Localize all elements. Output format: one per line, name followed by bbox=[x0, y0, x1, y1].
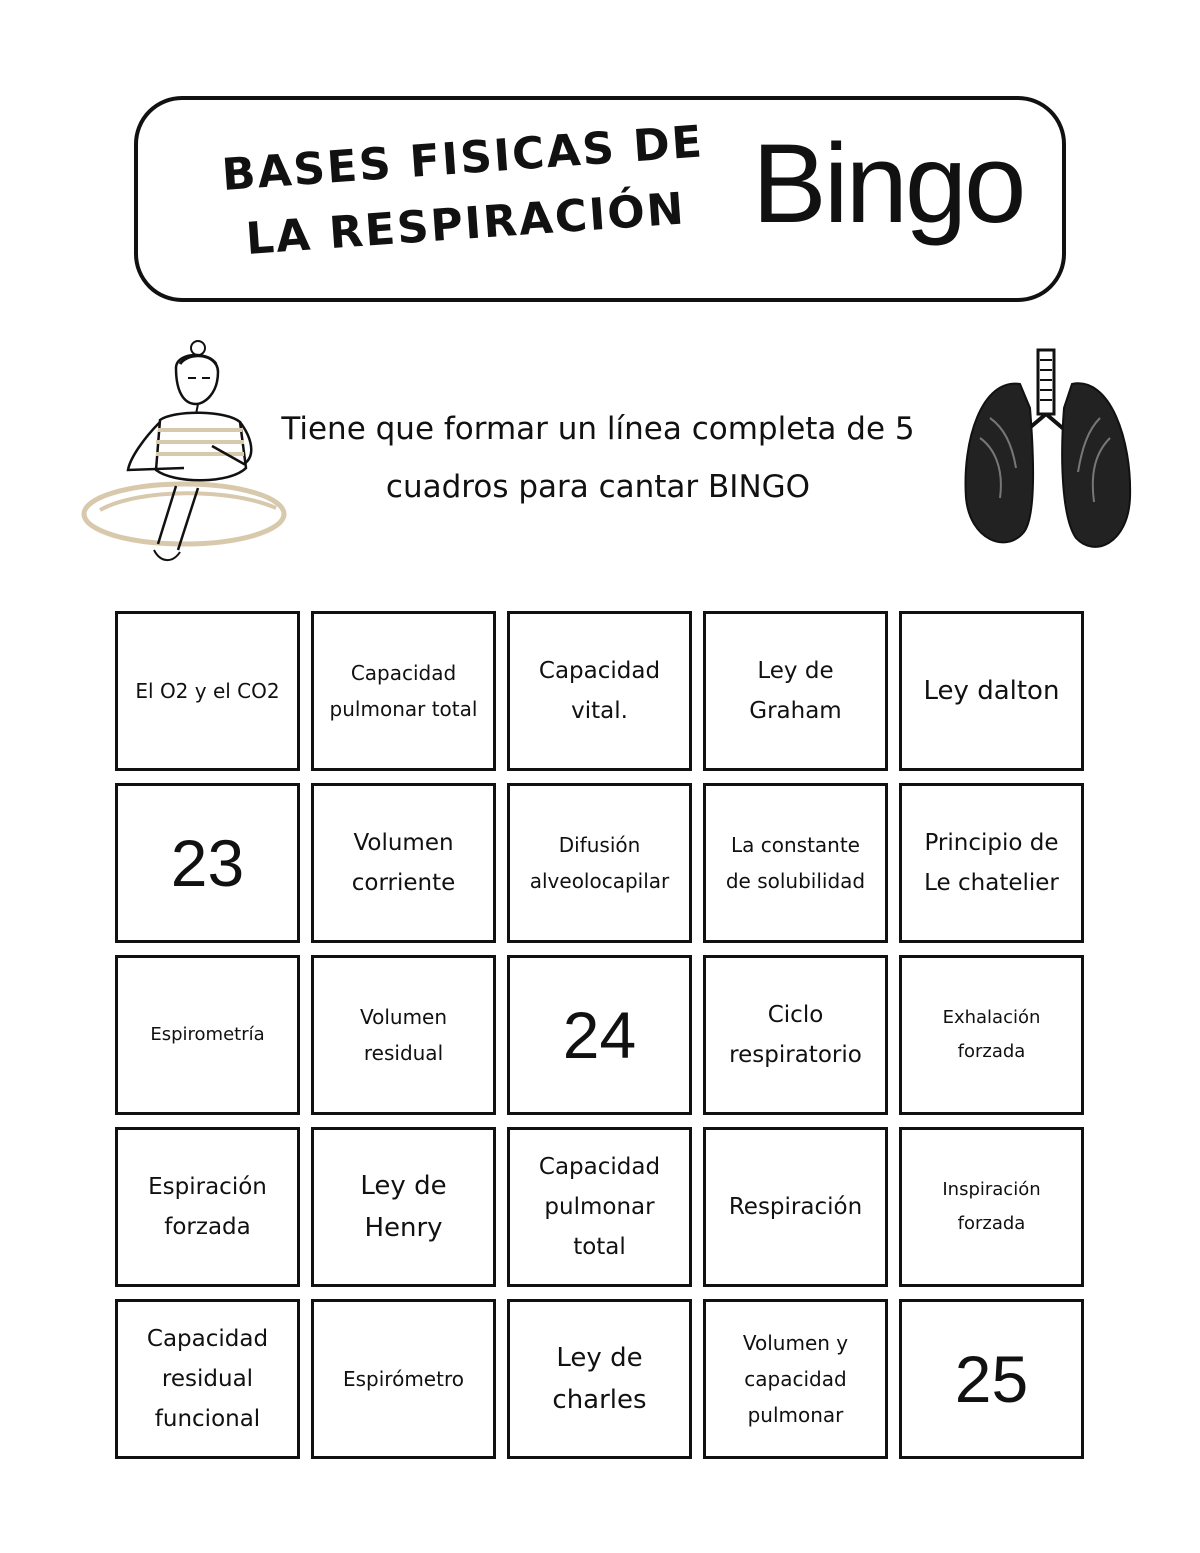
bingo-square-label: Ley de Graham bbox=[749, 658, 842, 724]
bingo-square[interactable] bbox=[507, 1127, 692, 1287]
bingo-square[interactable] bbox=[311, 955, 496, 1115]
bingo-square[interactable] bbox=[703, 1127, 888, 1287]
bingo-square[interactable] bbox=[703, 783, 888, 943]
instructions bbox=[258, 400, 938, 516]
bingo-square[interactable] bbox=[115, 1299, 300, 1459]
bingo-heading: Bingo bbox=[752, 121, 1024, 246]
bingo-square-label: Volumen corriente bbox=[351, 830, 456, 896]
bingo-square-label: Ciclo respiratorio bbox=[729, 1002, 862, 1068]
bingo-square[interactable] bbox=[703, 611, 888, 771]
title-line-1: BASES FISICAS DE bbox=[220, 116, 706, 201]
bingo-square[interactable] bbox=[115, 783, 300, 943]
bingo-square-label: Respiración bbox=[728, 1194, 863, 1220]
bingo-square-label: Difusión alveolocapilar bbox=[529, 833, 670, 893]
bingo-square-label: 24 bbox=[562, 998, 637, 1072]
bingo-square[interactable] bbox=[115, 1127, 300, 1287]
bingo-square-label: 25 bbox=[954, 1342, 1029, 1416]
bingo-square-label: Volumen y capacidad pulmonar bbox=[742, 1331, 849, 1427]
bingo-square-label: Capacidad residual funcional bbox=[146, 1326, 269, 1432]
bingo-square[interactable] bbox=[899, 611, 1084, 771]
bingo-square[interactable] bbox=[899, 955, 1084, 1115]
bingo-square[interactable] bbox=[703, 955, 888, 1115]
bingo-square-label: Ley dalton bbox=[923, 676, 1060, 706]
bingo-square-label: Exhalación forzada bbox=[942, 1007, 1041, 1062]
bingo-square[interactable] bbox=[311, 783, 496, 943]
bingo-square[interactable] bbox=[115, 611, 300, 771]
instructions-line-1: Tiene que formar un línea completa de 5 bbox=[281, 411, 915, 447]
title-line-2: LA RESPIRACIÓN bbox=[244, 183, 688, 265]
bingo-square[interactable] bbox=[899, 783, 1084, 943]
bingo-square-label: Ley de Henry bbox=[360, 1171, 447, 1243]
bingo-square[interactable] bbox=[311, 611, 496, 771]
instructions-line-2: cuadros para cantar BINGO bbox=[385, 469, 811, 505]
bingo-square-label: Espiración forzada bbox=[148, 1174, 267, 1240]
bingo-square-label: Capacidad pulmonar total bbox=[538, 1154, 661, 1260]
bingo-square-label: Volumen residual bbox=[359, 1005, 448, 1065]
bingo-square-label: El O2 y el CO2 bbox=[135, 679, 280, 703]
bingo-square[interactable] bbox=[507, 955, 692, 1115]
bingo-square[interactable] bbox=[311, 1299, 496, 1459]
lungs-icon bbox=[960, 348, 1135, 567]
bingo-square-label: Capacidad pulmonar total bbox=[329, 661, 478, 721]
bingo-card bbox=[115, 611, 1084, 1459]
bingo-square-label: Capacidad vital. bbox=[538, 658, 661, 724]
bingo-square[interactable] bbox=[899, 1299, 1084, 1459]
bingo-square-label: La constante de solubilidad bbox=[725, 833, 866, 893]
bingo-square-label: Espirometría bbox=[150, 1024, 265, 1045]
bingo-square[interactable] bbox=[507, 783, 692, 943]
bingo-square-label: Espirómetro bbox=[343, 1367, 464, 1391]
bingo-square[interactable] bbox=[507, 1299, 692, 1459]
bingo-square[interactable] bbox=[507, 611, 692, 771]
bingo-square[interactable] bbox=[899, 1127, 1084, 1287]
bingo-square-label: Principio de Le chatelier bbox=[924, 830, 1059, 896]
bingo-square[interactable] bbox=[311, 1127, 496, 1287]
bingo-square-label: Inspiración forzada bbox=[942, 1179, 1041, 1234]
bingo-square[interactable] bbox=[703, 1299, 888, 1459]
bingo-square-label: Ley de charles bbox=[552, 1343, 647, 1415]
bingo-square-label: 23 bbox=[170, 826, 245, 900]
bingo-square[interactable] bbox=[115, 955, 300, 1115]
